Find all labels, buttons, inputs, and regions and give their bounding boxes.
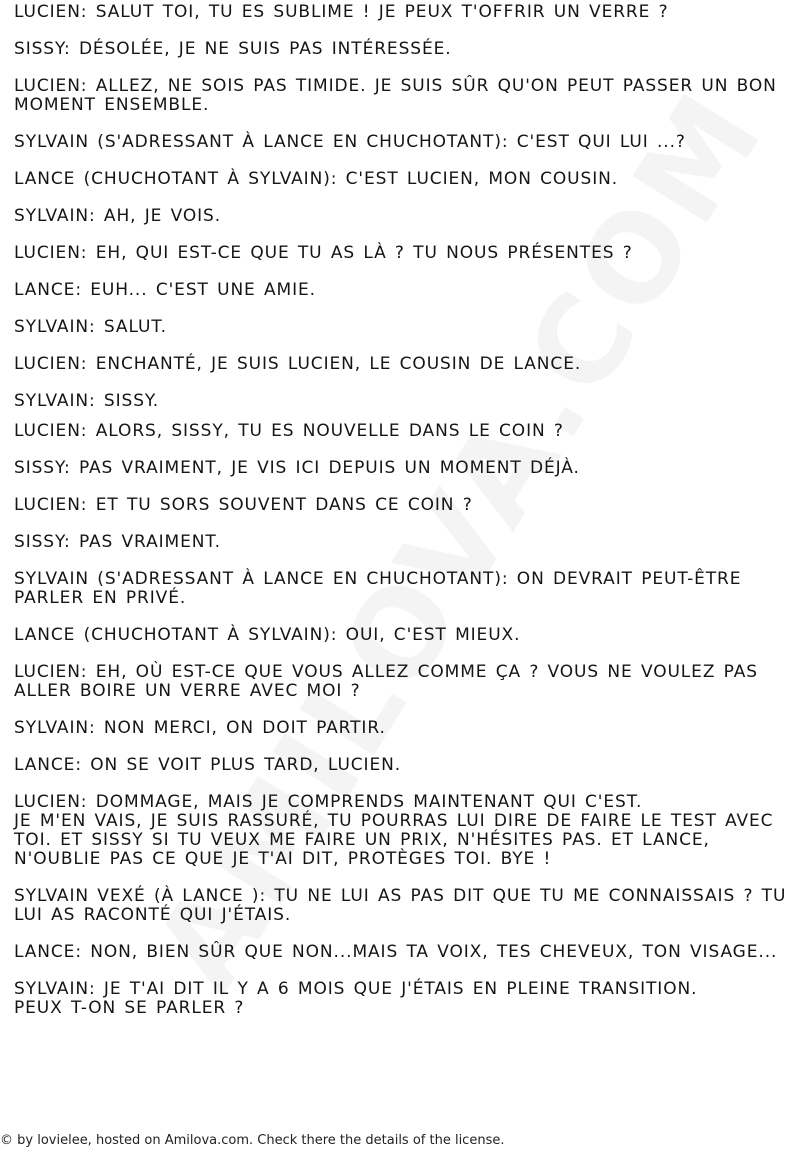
dialogue-line: SYLVAIN: NON MERCI, ON DOIT PARTIR.: [14, 718, 386, 738]
dialogue-line: LUCIEN: EH, OÙ EST-CE QUE VOUS ALLEZ COMME ÇA ? VOUS NE VOULEZ PAS ALLER BOIRE UN VERRE AVEC MOI ?: [14, 662, 767, 701]
dialogue-line: SYLVAIN (S'ADRESSANT À LANCE EN CHUCHOTANT): C'EST QUI LUI ...?: [14, 132, 686, 152]
dialogue-line: SYLVAIN VEXÉ (À LANCE ): TU NE LUI AS PAS DIT QUE TU ME CONNAISSAIS ? TU LUI AS RACONTÉ QUI J'ÉTAIS.: [14, 886, 795, 925]
dialogue-line: LUCIEN: ALLEZ, NE SOIS PAS TIMIDE. JE SUIS SÛR QU'ON PEUT PASSER UN BON MOMENT ENSEMBLE.: [14, 76, 786, 115]
dialogue-line: LANCE: EUH... C'EST UNE AMIE.: [14, 280, 316, 300]
dialogue-line: SISSY: PAS VRAIMENT.: [14, 532, 221, 552]
dialogue-line: LANCE (CHUCHOTANT À SYLVAIN): C'EST LUCIEN, MON COUSIN.: [14, 169, 619, 189]
dialogue-line: LANCE: NON, BIEN SÛR QUE NON...MAIS TA VOIX, TES CHEVEUX, TON VISAGE...: [14, 942, 778, 962]
dialogue-line: SYLVAIN: SALUT.: [14, 317, 167, 337]
dialogue-line: LUCIEN: SALUT TOI, TU ES SUBLIME ! JE PEUX T'OFFRIR UN VERRE ?: [14, 2, 669, 22]
dialogue-line: SISSY: PAS VRAIMENT, JE VIS ICI DEPUIS UN MOMENT DÉJÀ.: [14, 458, 580, 478]
dialogue-line: LUCIEN: EH, QUI EST-CE QUE TU AS LÀ ? TU NOUS PRÉSENTES ?: [14, 243, 633, 263]
dialogue-line: LANCE: ON SE VOIT PLUS TARD, LUCIEN.: [14, 755, 402, 775]
dialogue-line: SYLVAIN: SISSY.: [14, 391, 160, 411]
dialogue-line: LUCIEN: ENCHANTÉ, JE SUIS LUCIEN, LE COUSIN DE LANCE.: [14, 354, 582, 374]
license-footer: © by lovielee, hosted on Amilova.com. Check there the details of the license.: [0, 1133, 505, 1148]
dialogue-script: [14, 2, 795, 1036]
dialogue-line: LUCIEN: ALORS, SISSY, TU ES NOUVELLE DANS LE COIN ?: [14, 421, 564, 441]
dialogue-line: LUCIEN: DOMMAGE, MAIS JE COMPRENDS MAINTENANT QUI C'EST. JE M'EN VAIS, JE SUIS RASSURÉ, TU POURRAS LUI DIRE DE FAIRE LE TEST AVEC TOI. ET SISSY SI TU VEUX ME FAIRE UN PRIX, N'HÉSITES PAS. ET LANCE, N'OUBLIE PAS CE QUE JE T'AI DIT, PROTÈGES TOI. BYE !: [14, 792, 774, 869]
dialogue-line: SYLVAIN: JE T'AI DIT IL Y A 6 MOIS QUE J'ÉTAIS EN PLEINE TRANSITION. PEUX T-ON SE PARLER ?: [14, 979, 698, 1018]
dialogue-line: SISSY: DÉSOLÉE, JE NE SUIS PAS INTÉRESSÉE.: [14, 39, 452, 59]
dialogue-line: LANCE (CHUCHOTANT À SYLVAIN): OUI, C'EST MIEUX.: [14, 625, 521, 645]
dialogue-line: LUCIEN: ET TU SORS SOUVENT DANS CE COIN ?: [14, 495, 473, 515]
dialogue-line: SYLVAIN: AH, JE VOIS.: [14, 206, 222, 226]
dialogue-line: SYLVAIN (S'ADRESSANT À LANCE EN CHUCHOTANT): ON DEVRAIT PEUT-ÊTRE PARLER EN PRIVÉ.: [14, 569, 750, 608]
